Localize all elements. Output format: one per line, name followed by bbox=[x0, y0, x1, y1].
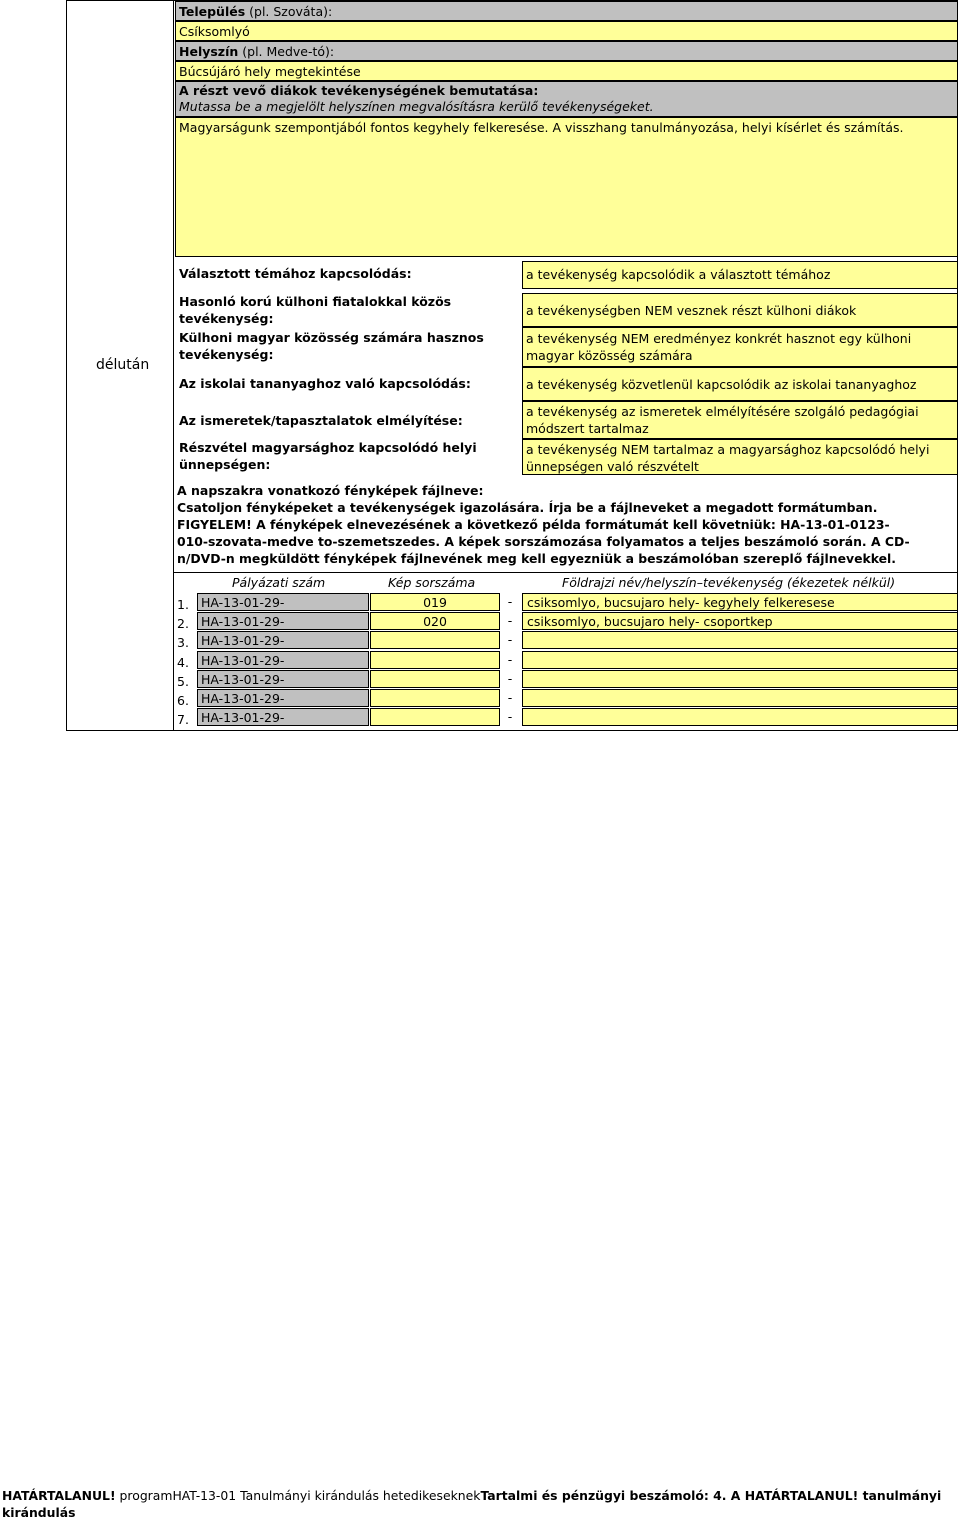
column-header-kep-sorszama: Kép sorszáma bbox=[388, 575, 476, 590]
telepules-label-rest: (pl. Szováta): bbox=[245, 4, 333, 19]
row-number: 6. bbox=[177, 693, 189, 708]
separator-dash: - bbox=[507, 613, 513, 628]
criterion-value-1[interactable]: a tevékenység kapcsolódik a választott témához bbox=[522, 261, 958, 289]
palyazati-szam-cell: HA-13-01-29- bbox=[197, 651, 369, 669]
palyazati-szam-cell: HA-13-01-29- bbox=[197, 708, 369, 726]
row-number: 3. bbox=[177, 635, 189, 650]
criterion-value-4[interactable]: a tevékenység közvetlenül kapcsolódik az iskolai tananyaghoz bbox=[522, 367, 958, 401]
helyszin-value[interactable]: Búcsújáró hely megtekintése bbox=[175, 61, 958, 81]
separator-dash: - bbox=[507, 594, 513, 609]
palyazati-szam-cell: HA-13-01-29- bbox=[197, 593, 369, 611]
telepules-value[interactable]: Csíksomlyó bbox=[175, 21, 958, 41]
helyszin-cell[interactable] bbox=[522, 651, 958, 669]
helyszin-label bbox=[175, 41, 958, 61]
telepules-label bbox=[175, 1, 958, 21]
kep-sorszama-cell[interactable]: 019 bbox=[370, 593, 500, 611]
period-label: délután bbox=[96, 357, 150, 373]
kep-sorszama-cell[interactable] bbox=[370, 708, 500, 726]
separator-dash: - bbox=[507, 690, 513, 705]
photos-instructions-3: 010-szovata-medve to-szemetszedes. A képek sorszámozása folyamatos a teljes beszámoló során. A CD- bbox=[177, 534, 910, 549]
helyszin-cell[interactable]: csiksomlyo, bucsujaro hely- csoportkep bbox=[522, 612, 958, 630]
criterion-label-6: Részvétel magyarsághoz kapcsolódó helyi ünnepségen: bbox=[179, 440, 477, 472]
activity-text: Magyarságunk szempontjából fontos kegyhely felkeresése. A visszhang tanulmányozása, helyi kísérlet és számítás. bbox=[179, 120, 904, 135]
helyszin-label-rest: (pl. Medve-tó): bbox=[238, 44, 335, 59]
kep-sorszama-cell[interactable] bbox=[370, 631, 500, 649]
telepules-label-bold: Település bbox=[179, 4, 246, 19]
criterion-label-2: Hasonló korú külhoni fiatalokkal közös tevékenység: bbox=[179, 294, 452, 326]
activity-instruction: Mutassa be a megjelölt helyszínen megvalósításra kerülő tevékenységeket. bbox=[179, 99, 654, 114]
footer-report-title: Tartalmi és pénzügyi beszámoló: 4. A HATÁRTALANUL! tanulmányi bbox=[480, 1488, 942, 1503]
row-number: 4. bbox=[177, 655, 189, 670]
footer-program-code: programHAT-13-01 Tanulmányi kirándulás hetedikeseknek bbox=[115, 1488, 481, 1503]
criterion-label-5: Az ismeretek/tapasztalatok elmélyítése: bbox=[179, 413, 463, 428]
separator-dash: - bbox=[507, 632, 513, 647]
palyazati-szam-cell: HA-13-01-29- bbox=[197, 631, 369, 649]
row-number: 2. bbox=[177, 616, 189, 631]
kep-sorszama-cell[interactable] bbox=[370, 651, 500, 669]
photos-heading: A napszakra vonatkozó fényképek fájlneve: bbox=[177, 483, 484, 498]
kep-sorszama-cell[interactable]: 020 bbox=[370, 612, 500, 630]
photos-instructions-1: Csatoljon fényképeket a tevékenységek igazolására. Írja be a fájlneveket a megadott formátumban. bbox=[177, 500, 878, 515]
kep-sorszama-cell[interactable] bbox=[370, 689, 500, 707]
separator-dash: - bbox=[507, 671, 513, 686]
palyazati-szam-cell: HA-13-01-29- bbox=[197, 612, 369, 630]
activity-text-area[interactable] bbox=[175, 117, 958, 257]
photo-table bbox=[174, 572, 958, 731]
helyszin-cell[interactable]: csiksomlyo, bucsujaro hely- kegyhely felkeresese bbox=[522, 593, 958, 611]
separator-dash: - bbox=[507, 652, 513, 667]
activity-header bbox=[175, 81, 958, 117]
separator-dash: - bbox=[507, 709, 513, 724]
activity-heading: A részt vevő diákok tevékenységének bemutatása: bbox=[179, 83, 539, 98]
criterion-label-4: Az iskolai tananyaghoz való kapcsolódás: bbox=[179, 376, 471, 391]
row-number: 7. bbox=[177, 712, 189, 727]
palyazati-szam-cell: HA-13-01-29- bbox=[197, 689, 369, 707]
footer-program-name: HATÁRTALANUL! bbox=[2, 1488, 116, 1503]
kep-sorszama-cell[interactable] bbox=[370, 670, 500, 688]
page-footer bbox=[2, 1487, 958, 1521]
criterion-label-3: Külhoni magyar közösség számára hasznos tevékenység: bbox=[179, 330, 484, 362]
helyszin-cell[interactable] bbox=[522, 689, 958, 707]
palyazati-szam-cell: HA-13-01-29- bbox=[197, 670, 369, 688]
criterion-value-5[interactable]: a tevékenység az ismeretek elmélyítésére szolgáló pedagógiai módszert tartalmaz bbox=[522, 401, 958, 439]
helyszin-cell[interactable] bbox=[522, 708, 958, 726]
criterion-value-3[interactable]: a tevékenység NEM eredményez konkrét hasznot egy külhoni magyar közösség számára bbox=[522, 327, 958, 367]
row-number: 5. bbox=[177, 674, 189, 689]
criteria-table bbox=[174, 257, 958, 477]
photo-table-top-border bbox=[174, 572, 958, 573]
column-header-palyazati-szam: Pályázati szám bbox=[232, 575, 326, 590]
photos-instructions-2: FIGYELEM! A fényképek elnevezésének a következő példa formátumát kell követniük: HA-13-01-0123- bbox=[177, 517, 890, 532]
row-number: 1. bbox=[177, 597, 189, 612]
column-header-helyszin: Földrajzi név/helyszín–tevékenység (ékezetek nélkül) bbox=[562, 575, 896, 590]
footer-report-title-cont: kirándulás bbox=[2, 1505, 76, 1520]
criterion-value-6[interactable]: a tevékenység NEM tartalmaz a magyarsághoz kapcsolódó helyi ünnepségen való részvételt bbox=[522, 439, 958, 475]
helyszin-cell[interactable] bbox=[522, 670, 958, 688]
photos-instructions-4: n/DVD-n megküldött fényképek fájlnevének meg kell egyezniük a beszámolóban szereplő fájlnevekkel. bbox=[177, 551, 896, 566]
helyszin-cell[interactable] bbox=[522, 631, 958, 649]
criterion-label-1: Választott témához kapcsolódás: bbox=[179, 266, 412, 281]
helyszin-label-bold: Helyszín bbox=[179, 44, 239, 59]
criterion-value-2[interactable]: a tevékenységben NEM vesznek részt külhoni diákok bbox=[522, 293, 958, 327]
